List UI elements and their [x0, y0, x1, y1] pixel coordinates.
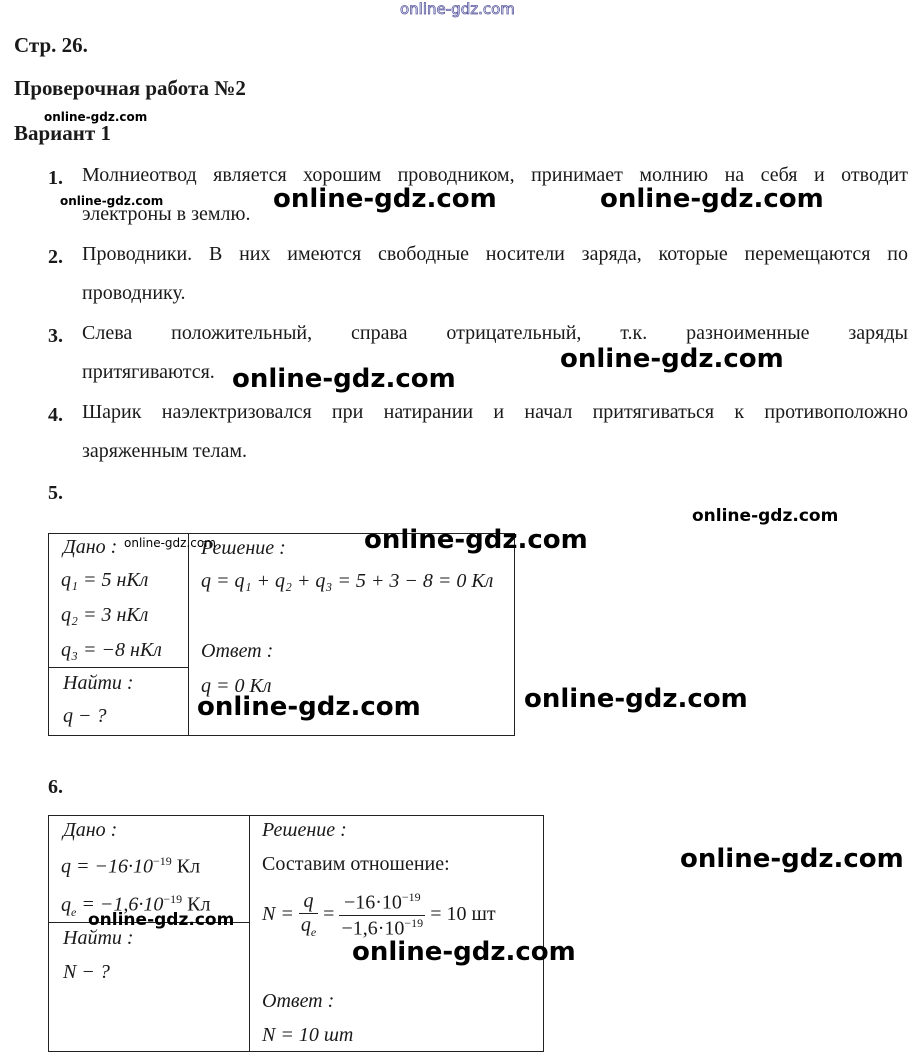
task6-table: [48, 815, 544, 1052]
task5-number: 5.: [48, 482, 63, 504]
answer-2-number: 2.: [48, 246, 63, 268]
variant-heading: Вариант 1: [14, 121, 111, 145]
task6-given-label: Дано :: [63, 819, 118, 841]
task6-number: 6.: [48, 776, 63, 798]
answer-1-line1: Молниеотвод является хорошим проводником, принимает молнию на себя и отводит: [82, 164, 908, 186]
answer-3: [82, 314, 908, 392]
task5-given-1: q₁ = 5 нКл: [61, 569, 149, 591]
answer-2-line2: проводнику.: [82, 282, 186, 304]
answer-2: [82, 235, 908, 313]
watermark: online-gdz.com: [197, 692, 421, 722]
answer-1-number: 1.: [48, 167, 63, 189]
formula-fraction-1: $\frac{q}{q_e}$: [300, 890, 317, 940]
answer-3-line2: притягиваются.: [82, 361, 215, 383]
watermark: online-gdz.com: [352, 937, 576, 967]
task6-given-q: $q = -16\cdot 10^{-19}$ Кл: [61, 854, 201, 878]
task5-solution: q = q₁ + q₂ + q₃ = 5 + 3 − 8 = 0 Кл: [201, 570, 494, 592]
answer-4-number: 4.: [48, 404, 63, 426]
watermark: online-gdz.com: [692, 506, 839, 526]
watermark: online-gdz.com: [680, 844, 904, 874]
task5-given-2: q₂ = 3 нКл: [61, 604, 149, 626]
task6-formula: N = $\frac{q}{q_e}$ = $\frac{-16\cdot 10^{-19}}{-1,6\cdot 10^{-19}}$ = 10 шт: [262, 890, 496, 940]
task6-solution-intro: Составим отношение:: [262, 853, 450, 875]
answer-1-line2: электроны в землю.: [82, 203, 251, 225]
task6-find-label: Найти :: [63, 927, 134, 949]
task5-solution-label: Решение :: [201, 537, 286, 559]
answer-2-line1: Проводники. В них имеются свободные носители заряда, которые перемещаются по: [82, 243, 908, 265]
task5-find-label: Найти :: [63, 672, 134, 694]
answer-4-line1: Шарик наэлектризовался при натирании и начал притягиваться к противоположно: [82, 401, 908, 423]
task5-given-3: q₃ = −8 нКл: [61, 639, 162, 661]
task6-find: N − ?: [63, 961, 110, 983]
watermark: online-gdz.com: [44, 110, 148, 124]
watermark: online-gdz.com: [364, 525, 588, 555]
answer-3-number: 3.: [48, 325, 63, 347]
watermark: online-gdz.com: [560, 344, 784, 374]
watermark: online-gdz.com: [524, 684, 748, 714]
task5-find: q − ?: [63, 705, 107, 727]
watermark: online-gdz.com: [232, 364, 456, 394]
answer-4: [82, 393, 908, 471]
task6-answer: N = 10 шт: [262, 1024, 354, 1046]
task6-given-qe: $q_e = -1,6\cdot 10^{-19}$ Кл: [61, 892, 211, 919]
answer-3-line1: Слева положительный, справа отрицательный, т.к. разноименные заряды: [82, 322, 908, 344]
watermark: online-gdz.com: [124, 536, 216, 550]
watermark-top: online-gdz.com: [400, 0, 515, 18]
answer-4-line2: заряженным телам.: [82, 440, 248, 462]
formula-fraction-2: $\frac{-16\cdot 10^{-19}}{-1,6\cdot 10^{-19}}$: [341, 890, 424, 940]
task6-answer-label: Ответ :: [262, 990, 335, 1012]
task5-given-label: Дано :: [63, 536, 118, 558]
watermark: online-gdz.com: [273, 184, 497, 214]
task5-answer: q = 0 Кл: [201, 675, 272, 697]
watermark: online-gdz.com: [600, 184, 824, 214]
task5-answer-label: Ответ :: [201, 640, 274, 662]
task6-solution-label: Решение :: [262, 819, 347, 841]
watermark: online-gdz.com: [60, 194, 164, 208]
page-number: Стр. 26.: [14, 33, 88, 57]
watermark: online-gdz.com: [88, 910, 235, 930]
page-title: Проверочная работа №2: [14, 76, 246, 100]
